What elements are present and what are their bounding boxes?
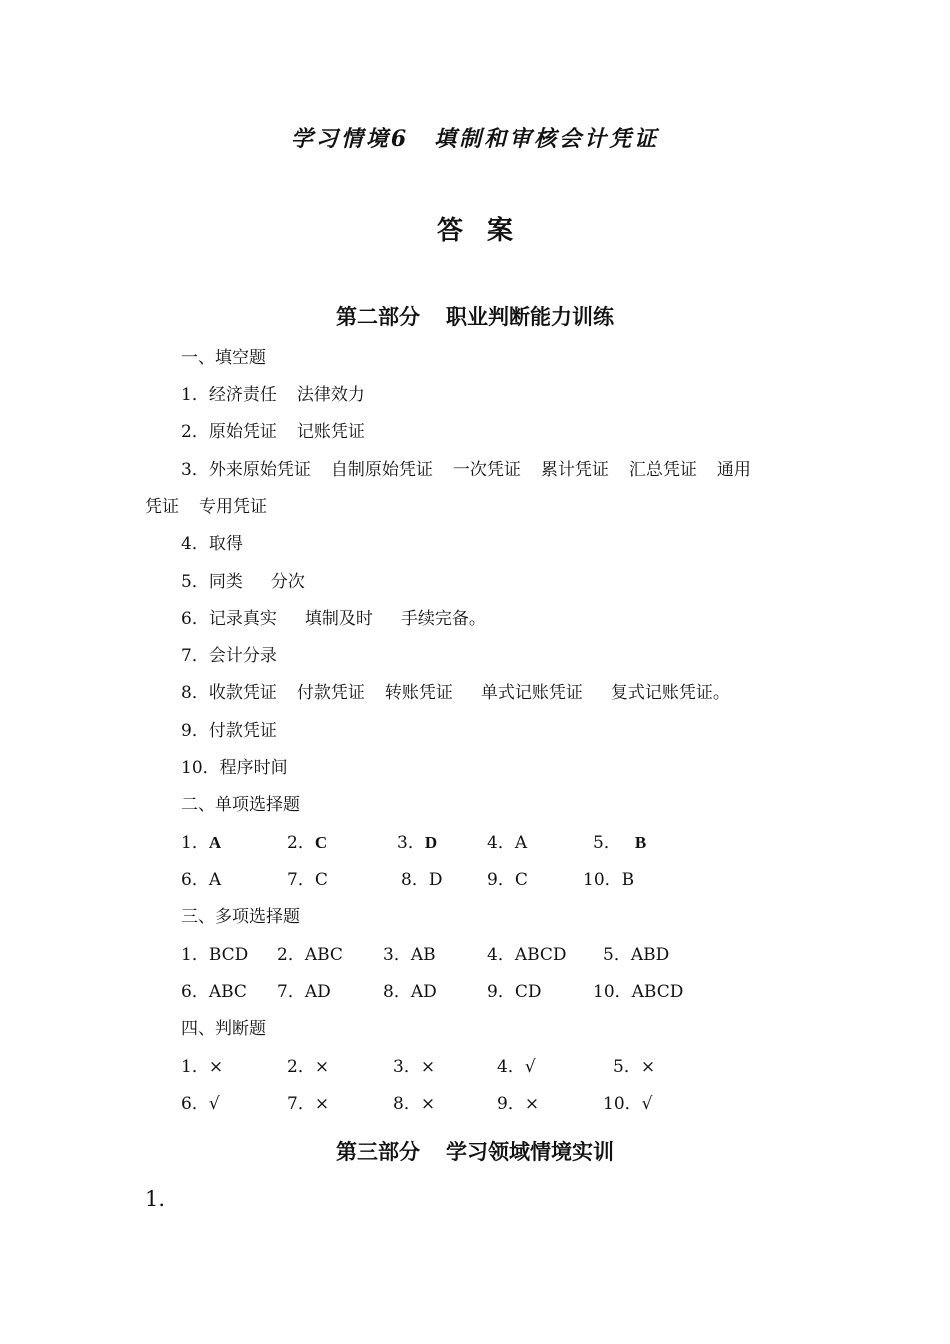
fill-blank-item-8: 8．收款凭证 付款凭证 转账凭证 单式记账凭证 复式记账凭证。 (181, 683, 730, 703)
fill-blank-item-2: 2．原始凭证 记账凭证 (181, 422, 365, 442)
part2-heading-title: 职业判断能力训练 (446, 304, 614, 329)
multi-choice-label: 三、多项选择题 (181, 907, 300, 927)
part3-heading-title: 学习领域情境实训 (446, 1139, 614, 1164)
answer-heading (0, 210, 950, 247)
true-false-label: 四、判断题 (181, 1019, 266, 1039)
part3-item-1: 1. (145, 1187, 166, 1211)
fill-blank-label: 一、填空题 (181, 348, 266, 368)
fill-blank-item-9: 9．付款凭证 (181, 721, 277, 741)
fill-blank-item-5: 5．同类 分次 (181, 572, 305, 592)
fill-blank-item-7: 7．会计分录 (181, 646, 277, 666)
part3-heading (0, 1136, 950, 1166)
fill-blank-item-3: 3．外来原始凭证 自制原始凭证 一次凭证 累计凭证 汇总凭证 通用 (181, 460, 751, 480)
answer-heading-char: 答 (436, 216, 463, 246)
answer-heading-char: 案 (487, 216, 514, 246)
document-page: 学习情境6 填制和审核会计凭证 答 案 第二部分 职业判断能力训练 一、填空题 1．经济责任 法律效力 2．原始凭证 记账凭证 3．外来原始凭证 自制原始凭证 一次凭证 累计凭证 汇总凭证 通用 凭证 专用凭证 4．取得 5．同类 分次 6．记录真实 填制及时 手续完备。 7．会计分录 8．收款凭证 付款凭证 转账凭证 单式记账凭证 复式记账凭证。 9．付款凭证 10．程序时间 二、单项选择题 1．A 2．C 3．D 4．A 5． B 6．A 7．C 8．D 9．C 10．B 三、多项选择题 1．BCD 2．ABC 3．AB 4．ABCD 5．ABD 6．ABC 7．AD 8．AD 9．CD 10．ABCD 四、判断题 1．× 2．× 3．× 4．√ 5．× 6．√ 7．× 8．× 9．× 10．√ 第三部分 学习领域情境实训 1. (0, 0, 950, 1344)
fill-blank-item-6: 6．记录真实 填制及时 手续完备。 (181, 609, 486, 629)
part2-heading-number: 第二部分 (336, 304, 420, 329)
part3-heading-number: 第三部分 (336, 1139, 420, 1164)
single-choice-label: 二、单项选择题 (181, 795, 300, 815)
fill-blank-item-4: 4．取得 (181, 534, 243, 554)
fill-blank-item-3-continuation: 凭证 专用凭证 (145, 497, 267, 517)
part2-heading (0, 301, 950, 331)
fill-blank-item-1: 1．经济责任 法律效力 (181, 385, 365, 405)
document-title: 学习情境6 填制和审核会计凭证 (290, 126, 660, 152)
fill-blank-item-10: 10．程序时间 (181, 758, 288, 778)
